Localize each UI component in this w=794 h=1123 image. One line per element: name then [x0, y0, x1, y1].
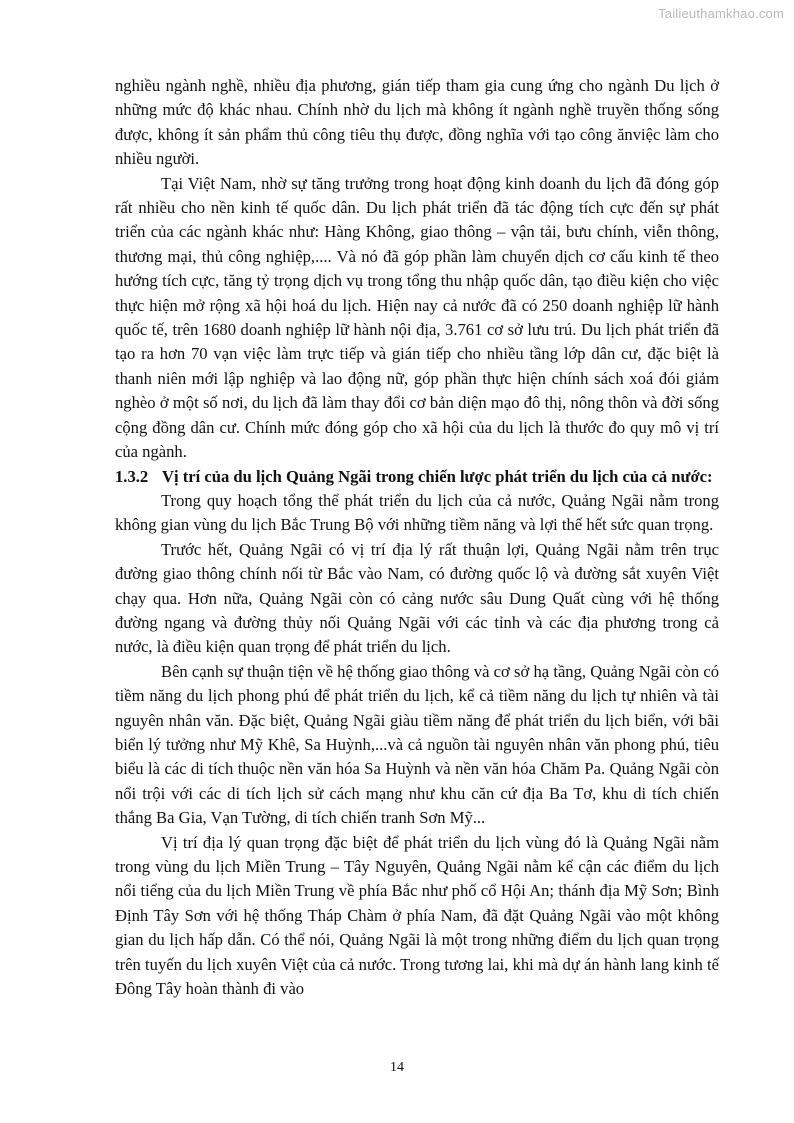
page-number: 14: [390, 1060, 404, 1075]
paragraph-continuation: nghiều ngành nghề, nhiều địa phương, gián tiếp tham gia cung ứng cho ngành Du lịch ở những mức độ khác nhau. Chính nhờ du lịch mà không ít ngành nghề truyền thống sống được, không ít sản phẩm thủ công tiêu thụ được, đồng nghĩa với tạo công ănviệc làm cho nhiều người.: [115, 76, 719, 169]
watermark-text: Tailieuthamkhao.com: [658, 6, 784, 21]
section-heading: [115, 465, 719, 489]
paragraph-vietnam-tourism: Tại Việt Nam, nhờ sự tăng trưởng trong hoạt động kinh doanh du lịch đã đóng góp rất nhiều cho nền kinh tế quốc dân. Du lịch phát triển đã tác động tích cực đến sự phát triển của các ngành khác như: Hàng Không, giao thông – vận tải, bưu chính, viễn thông, thương mại, thủ công nghiệp,.... Và nó đã góp phần làm chuyển dịch cơ cấu kinh tế theo hướng tích cực, tăng tỷ trọng dịch vụ trong tổng thu nhập quốc dân, tạo điều kiện cho việc thực hiện mở rộng xã hội hoá du lịch. Hiện nay cả nước đã có 250 doanh nghiệp lữ hành quốc tế, trên 1680 doanh nghiệp lữ hành nội địa, 3.761 cơ sở lưu trú. Du lịch phát triển đã tạo ra hơn 70 vạn việc làm trực tiếp và gián tiếp cho nhiều tầng lớp dân cư, đặc biệt là thanh niên mới lập nghiệp và lao động nữ, góp phần thực hiện chính sách xoá đói giảm nghèo ở một số nơi, du lịch đã làm thay đổi cơ bản diện mạo đô thị, nông thôn và đời sống cộng đồng dân cư. Chính mức đóng góp cho xã hội của du lịch là thước đo quy mô vị trí của ngành.: [115, 173, 719, 462]
paragraph-geographic-location: Trước hết, Quảng Ngãi có vị trí địa lý rất thuận lợi, Quảng Ngãi nằm trên trục đường giao thông chính nối từ Bắc vào Nam, có đường quốc lộ và đường sắt xuyên Việt chạy qua. Hơn nữa, Quảng Ngãi còn có cảng nước sâu Dung Quất cùng với hệ thống đường ngang và đường thủy nối Quảng Ngãi với các tỉnh và các địa phương trong cả nước, là điều kiện quan trọng để phát triển du lịch.: [115, 539, 719, 657]
document-body: [115, 74, 719, 1001]
paragraph-tourism-potential: Bên cạnh sự thuận tiện về hệ thống giao thông và cơ sở hạ tầng, Quảng Ngãi còn có tiềm năng du lịch phong phú để phát triển du lịch, kể cả tiềm năng du lịch tự nhiên và tài nguyên nhân văn. Đặc biệt, Quảng Ngãi giàu tiềm năng để phát triển du lịch biển, với bãi biển lý tưởng như Mỹ Khê, Sa Huỳnh,...và cả nguồn tài nguyên nhân văn phong phú, tiêu biểu là các di tích thuộc nền văn hóa Sa Huỳnh và nền văn hóa Chăm Pa. Quảng Ngãi còn nổi trội với các di tích lịch sử cách mạng như khu căn cứ địa Ba Tơ, khu di tích chiến thắng Ba Gia, Vạn Tường, di tích chiến tranh Sơn Mỹ...: [115, 661, 719, 828]
paragraph-regional-position: Vị trí địa lý quan trọng đặc biệt để phát triển du lịch vùng đó là Quảng Ngãi nằm trong vùng du lịch Miền Trung – Tây Nguyên, Quảng Ngãi nằm kế cận các điểm du lịch nổi tiếng của du lịch Miền Trung về phía Bắc như phố cổ Hội An; thánh địa Mỹ Sơn; Bình Định Tây Sơn với hệ thống Tháp Chàm ở phía Nam, đã đặt Quảng Ngãi vào một không gian du lịch hấp dẫn. Có thể nói, Quảng Ngãi là một trong những điểm du lịch quan trọng trên tuyến du lịch xuyên Việt của cả nước. Trong tương lai, khi mà dự án hành lang kinh tế Đông Tây hoàn thành đi vào: [115, 832, 719, 999]
paragraph-master-plan: Trong quy hoạch tổng thể phát triển du lịch của cả nước, Quảng Ngãi nằm trong không gian vùng du lịch Bắc Trung Bộ với những tiềm năng và lợi thế hết sức quan trọng.: [115, 490, 719, 535]
section-title: Vị trí của du lịch Quảng Ngãi trong chiến lược phát triển du lịch của cả nước:: [162, 466, 713, 486]
section-number: 1.3.2: [115, 466, 149, 486]
